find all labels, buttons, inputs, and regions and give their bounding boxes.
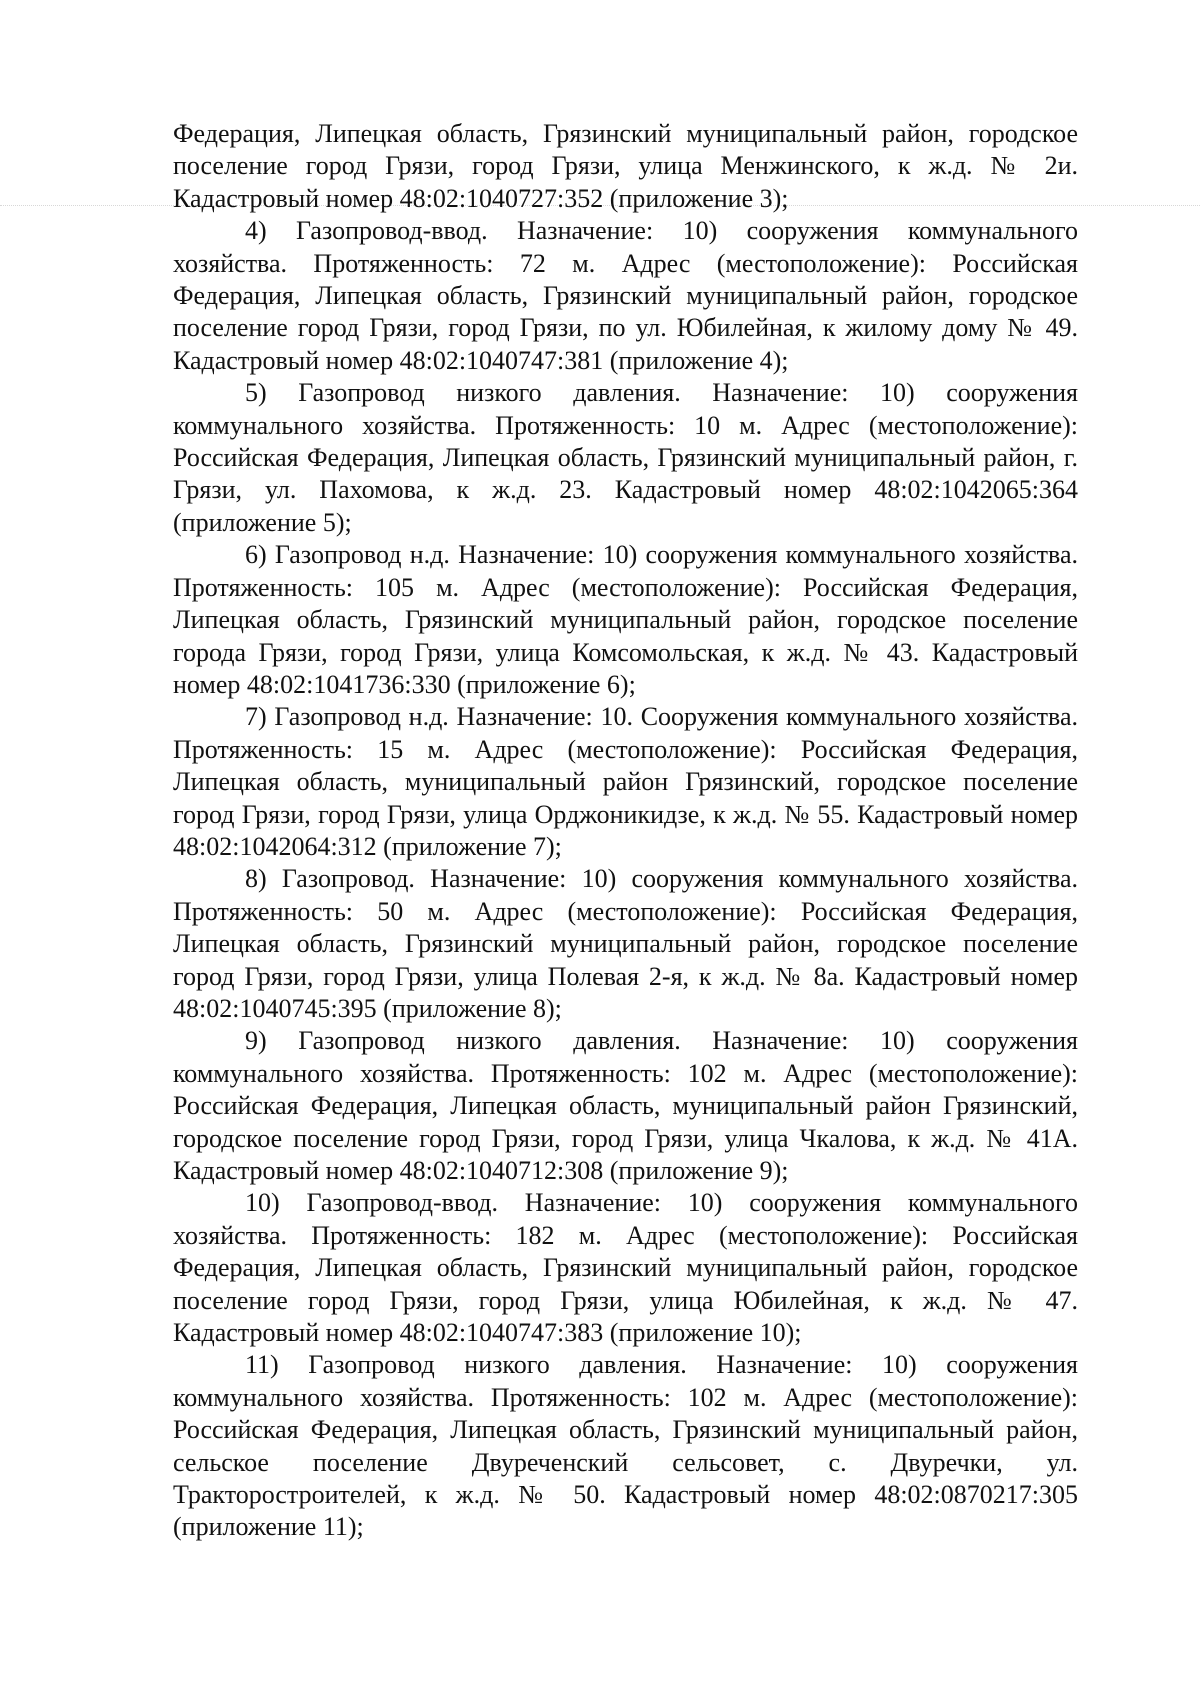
paragraph-item-5: 5) Газопровод низкого давления. Назначение: 10) сооружения коммунального хозяйства. Протяженность: 10 м. Адрес (местоположение): Российская Федерация, Липецкая область, Грязинский муниципальный район, г. Грязи, ул. Пахомова, к ж.д. 23. Кадастровый номер 48:02:1042065:364 (приложение 5); — [173, 378, 1078, 537]
paragraph-item-4: 4) Газопровод-ввод. Назначение: 10) сооружения коммунального хозяйства. Протяженность: 72 м. Адрес (местоположение): Российская Федерация, Липецкая область, Грязинский муниципальный район, городское поселение город Грязи, город Грязи, по ул. Юбилейная, к жилому дому № 49. Кадастровый номер 48:02:1040747:381 (приложение 4); — [173, 216, 1078, 375]
document-page — [173, 118, 1078, 1544]
paragraph-item-6: 6) Газопровод н.д. Назначение: 10) сооружения коммунального хозяйства. Протяженность: 105 м. Адрес (местоположение): Российская Федерация, Липецкая область, Грязинский муниципальный район, городское поселение города Грязи, город Грязи, улица Комсомольская, к ж.д. № 43. Кадастровый номер 48:02:1041736:330 (приложение 6); — [173, 540, 1078, 699]
paragraph-item-11: 11) Газопровод низкого давления. Назначение: 10) сооружения коммунального хозяйства. Протяженность: 102 м. Адрес (местоположение): Российская Федерация, Липецкая область, Грязинский муниципальный район, сельское поселение Двуреченский сельсовет, с. Двуречки, ул. Тракторостроителей, к ж.д. № 50. Кадастровый номер 48:02:0870217:305 (приложение 11); — [173, 1350, 1078, 1542]
paragraph-item-10: 10) Газопровод-ввод. Назначение: 10) сооружения коммунального хозяйства. Протяженность: 182 м. Адрес (местоположение): Российская Федерация, Липецкая область, Грязинский муниципальный район, городское поселение город Грязи, город Грязи, улица Юбилейная, к ж.д. № 47. Кадастровый номер 48:02:1040747:383 (приложение 10); — [173, 1188, 1078, 1348]
paragraph-item-8: 8) Газопровод. Назначение: 10) сооружения коммунального хозяйства. Протяженность: 50 м. Адрес (местоположение): Российская Федерация, Липецкая область, Грязинский муниципальный район, городское поселение город Грязи, город Грязи, улица Полевая 2-я, к ж.д. № 8а. Кадастровый номер 48:02:1040745:395 (приложение 8); — [173, 864, 1078, 1023]
paragraph-continuation: Федерация, Липецкая область, Грязинский муниципальный район, городское поселение город Грязи, город Грязи, улица Менжинского, к ж.д. № 2и. Кадастровый номер 48:02:1040727:352 (приложение 3); — [173, 119, 1078, 213]
paragraph-item-9: 9) Газопровод низкого давления. Назначение: 10) сооружения коммунального хозяйства. Протяженность: 102 м. Адрес (местоположение): Российская Федерация, Липецкая область, муниципальный район Грязинский, городское поселение город Грязи, город Грязи, улица Чкалова, к ж.д. № 41А. Кадастровый номер 48:02:1040712:308 (приложение 9); — [173, 1026, 1078, 1185]
paragraph-item-7: 7) Газопровод н.д. Назначение: 10. Сооружения коммунального хозяйства. Протяженность: 15 м. Адрес (местоположение): Российская Федерация, Липецкая область, муниципальный район Грязинский, городское поселение город Грязи, город Грязи, улица Орджоникидзе, к ж.д. № 55. Кадастровый номер 48:02:1042064:312 (приложение 7); — [173, 702, 1078, 861]
